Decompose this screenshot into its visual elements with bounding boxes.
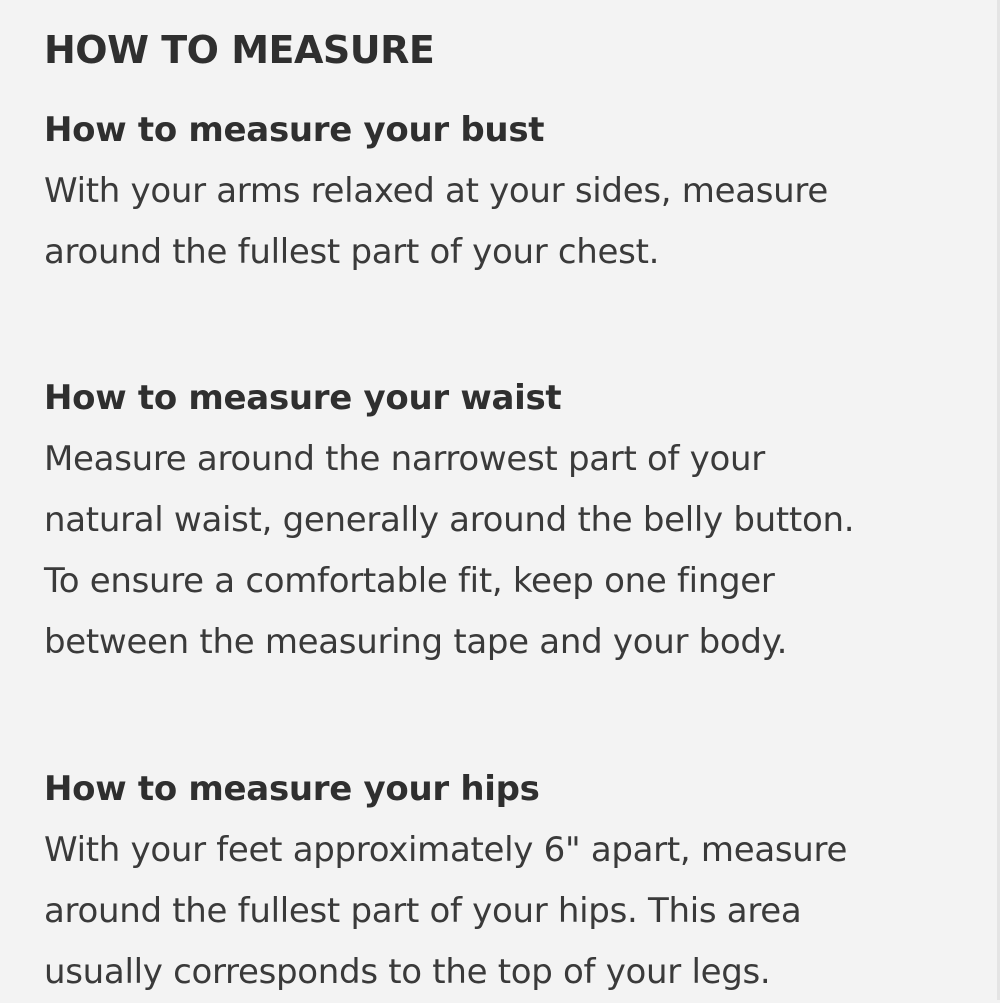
waist-description [44, 429, 944, 673]
waist-line-1: Measure around the narrowest part of your [44, 439, 765, 479]
hips-line-3: usually corresponds to the top of your legs. [44, 952, 771, 992]
bust-description [44, 161, 944, 283]
hips-heading: How to measure your hips [44, 769, 540, 809]
hips-line-1: With your feet approximately 6" apart, measure [44, 830, 848, 870]
waist-line-4: between the measuring tape and your body. [44, 622, 788, 662]
waist-line-3: To ensure a comfortable fit, keep one finger [44, 561, 775, 601]
waist-line-2: natural waist, generally around the belly button. [44, 500, 855, 540]
bust-line-2: around the fullest part of your chest. [44, 232, 660, 272]
bust-line-1: With your arms relaxed at your sides, measure [44, 171, 828, 211]
waist-section [44, 376, 997, 673]
hips-line-2: around the fullest part of your hips. This area [44, 891, 802, 931]
hips-description [44, 820, 944, 1003]
bust-heading: How to measure your bust [44, 110, 545, 150]
waist-heading: How to measure your waist [44, 378, 562, 418]
bust-section [44, 108, 997, 283]
hips-section [44, 767, 997, 1003]
page-title: HOW TO MEASURE [44, 28, 435, 72]
